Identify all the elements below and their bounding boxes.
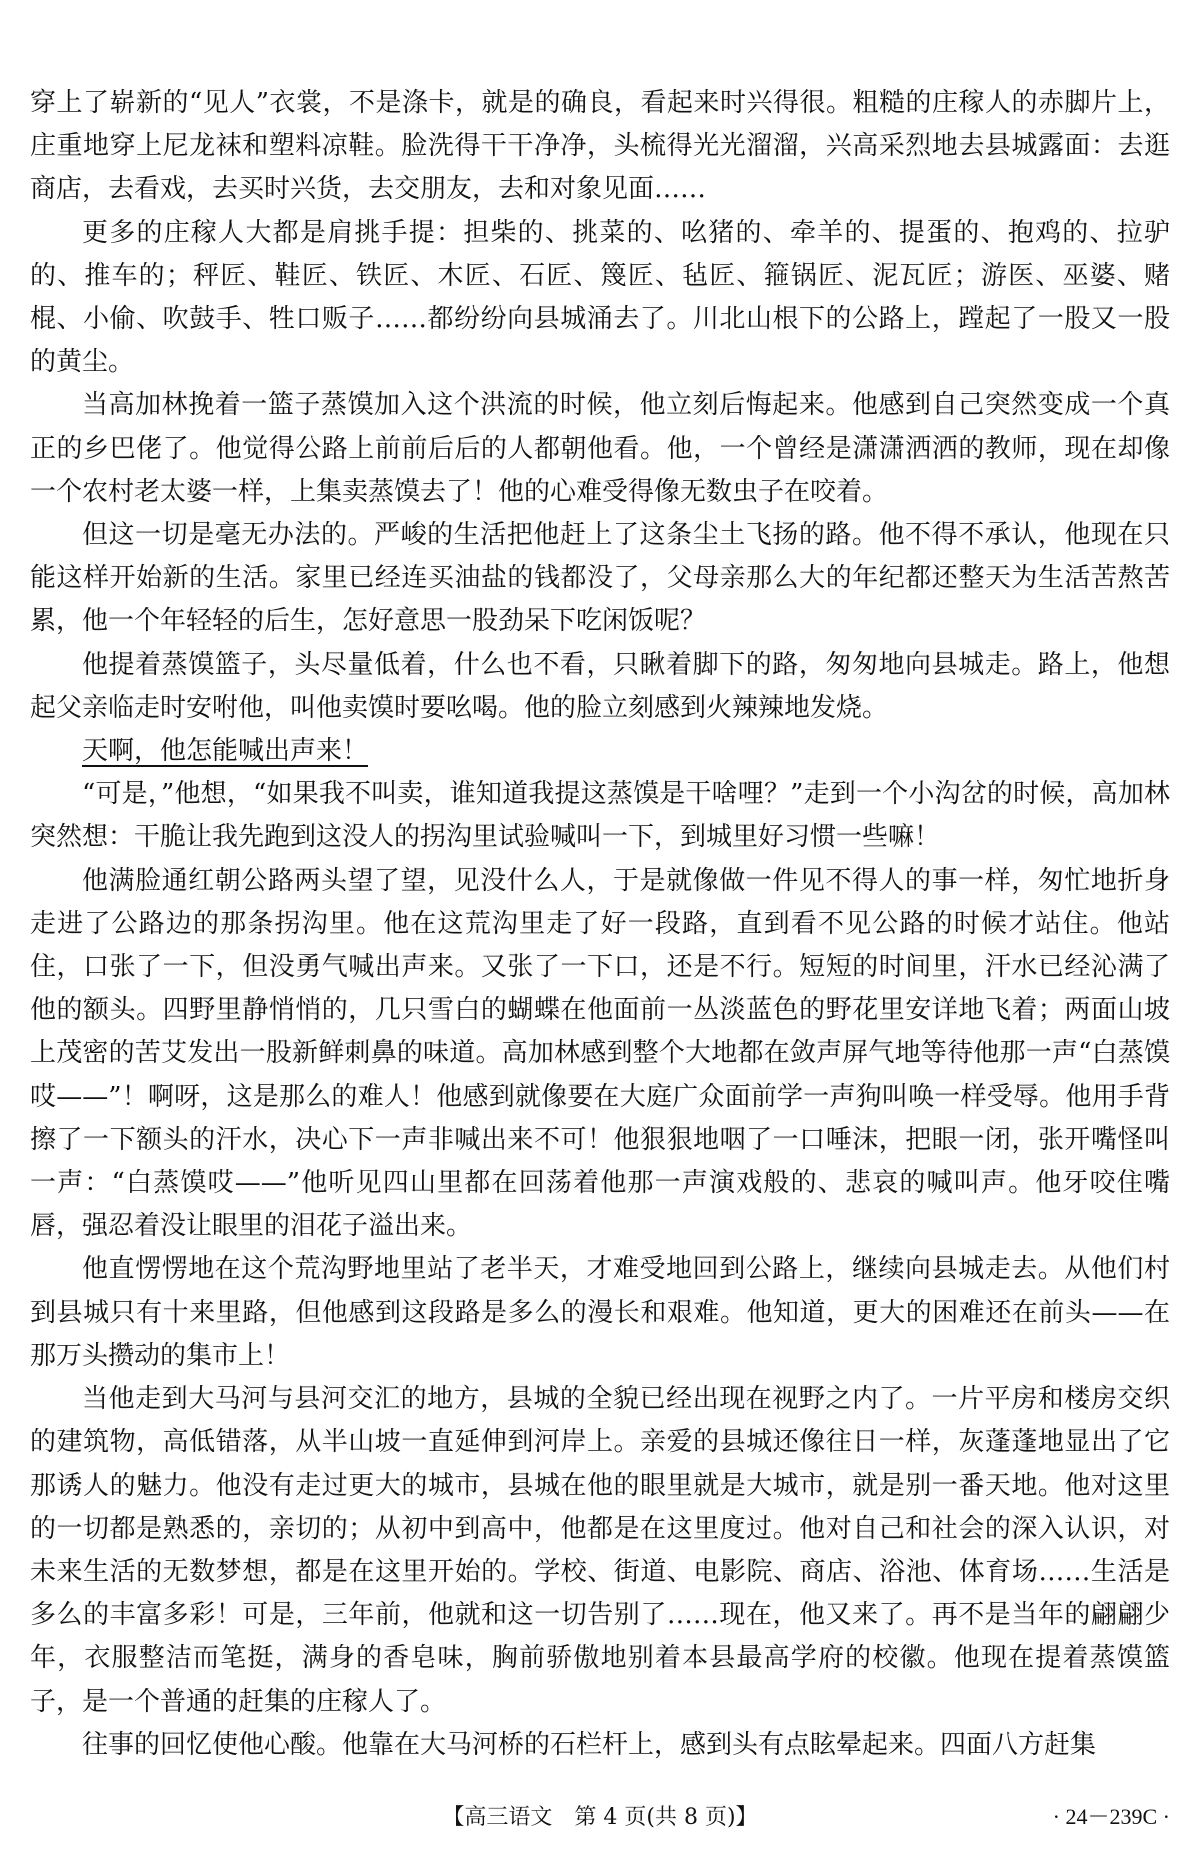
exam-code: · 24－239C · bbox=[1052, 1804, 1170, 1829]
paragraph: 更多的庄稼人大都是肩挑手提：担柴的、挑菜的、吆猪的、牵羊的、提蛋的、抱鸡的、拉驴的、推车的；秤匠、鞋匠、铁匠、木匠、石匠、篾匠、毡匠、箍锅匠、泥瓦匠；游医、巫婆、赌棍、小偷、吹鼓手、牲口贩子……都纷纷向县城涌去了。川北山根下的公路上，蹚起了一股又一股的黄尘。 bbox=[30, 217, 1170, 378]
paragraph: 当他走到大马河与县河交汇的地方，县城的全貌已经出现在视野之内了。一片平房和楼房交织的建筑物，高低错落，从半山坡一直延伸到河岸上。亲爱的县城还像往日一样，灰蓬蓬地显出了它那诱人的魅力。他没有走过更大的城市，县城在他的眼里就是大城市，就是别一番天地。他对这里的一切都是熟悉的，亲切的；从初中到高中，他都是在这里度过。他对自己和社会的深入认识，对未来生活的无数梦想，都是在这里开始的。学校、街道、电影院、商店、浴池、体育场……生活是多么的丰富多彩！可是，三年前，他就和这一切告别了……现在，他又来了。再不是当年的翩翩少年，衣服整洁而笔挺，满身的香皂味，胸前骄傲地别着本县最高学府的校徽。他现在提着蒸馍篮子，是一个普通的赶集的庄稼人了。 bbox=[30, 1384, 1170, 1717]
paragraph: 往事的回忆使他心酸。他靠在大马河桥的石栏杆上，感到头有点眩晕起来。四面八方赶集 bbox=[82, 1729, 1097, 1760]
underlined-sentence: 天啊，他怎能喊出声来！ bbox=[82, 736, 369, 767]
paragraph: 他直愣愣地在这个荒沟野地里站了老半天，才难受地回到公路上，继续向县城走去。从他们村到县城只有十来里路，但他感到这段路是多么的漫长和艰难。他知道，更大的困难还在前头——在那万头攒动的集市上！ bbox=[30, 1254, 1170, 1371]
paragraph: 但这一切是毫无办法的。严峻的生活把他赶上了这条尘土飞扬的路。他不得不承认，他现在只能这样开始新的生活。家里已经连买油盐的钱都没了，父母亲那么大的年纪都还整天为生活苦熬苦累，他一个年轻轻的后生，怎好意思一股劲呆下吃闲饭呢？ bbox=[30, 520, 1170, 637]
paragraph: 当高加林挽着一篮子蒸馍加入这个洪流的时候，他立刻后悔起来。他感到自己突然变成一个真正的乡巴佬了。他觉得公路上前前后后的人都朝他看。他，一个曾经是潇潇洒洒的教师，现在却像一个农村老太婆一样，上集卖蒸馍去了！他的心难受得像无数虫子在咬着。 bbox=[30, 390, 1170, 507]
underlined-sentence-paragraph bbox=[30, 730, 1170, 773]
page-footer bbox=[0, 1796, 1200, 1836]
article-body bbox=[30, 82, 1170, 1767]
paragraph: 穿上了崭新的“见人”衣裳，不是涤卡，就是的确良，看起来时兴得很。粗糙的庄稼人的赤脚片上，庄重地穿上尼龙袜和塑料凉鞋。脸洗得干干净净，头梳得光光溜溜，兴高采烈地去县城露面：去逛商店，去看戏，去买时兴货，去交朋友，去和对象见面…… bbox=[30, 88, 1170, 205]
page-number-label: 【高三语文 第 4 页(共 8 页)】 bbox=[442, 1805, 758, 1830]
paragraph: “可是，”他想，“如果我不叫卖，谁知道我提这蒸馍是干啥哩？”走到一个小沟岔的时候，高加林突然想：干脆让我先跑到这没人的拐沟里试验喊叫一下，到城里好习惯一些嘛！ bbox=[30, 779, 1170, 853]
paragraph: 他提着蒸馍篮子，头尽量低着，什么也不看，只瞅着脚下的路，匆匆地向县城走。路上，他想起父亲临走时安咐他，叫他卖馍时要吆喝。他的脸立刻感到火辣辣地发烧。 bbox=[30, 649, 1170, 723]
paragraph: 他满脸通红朝公路两头望了望，见没什么人，于是就像做一件见不得人的事一样，匆忙地折身走进了公路边的那条拐沟里。他在这荒沟里走了好一段路，直到看不见公路的时候才站住。他站住，口张了一下，但没勇气喊出声来。又张了一下口，还是不行。短短的时间里，汗水已经沁满了他的额头。四野里静悄悄的，几只雪白的蝴蝶在他面前一丛淡蓝色的野花里安详地飞着；两面山坡上茂密的苦艾发出一股新鲜刺鼻的味道。高加林感到整个大地都在敛声屏气地等待他那一声“白蒸馍哎——”！啊呀，这是那么的难人！他感到就像要在大庭广众面前学一声狗叫唤一样受辱。他用手背擦了一下额头的汗水，决心下一声非喊出来不可！他狠狠地咽了一口唾沫，把眼一闭，张开嘴怪叫一声：“白蒸馍哎——”他听见四山里都在回荡着他那一声演戏般的、悲哀的喊叫声。他牙咬住嘴唇，强忍着没让眼里的泪花子溢出来。 bbox=[30, 865, 1170, 1242]
